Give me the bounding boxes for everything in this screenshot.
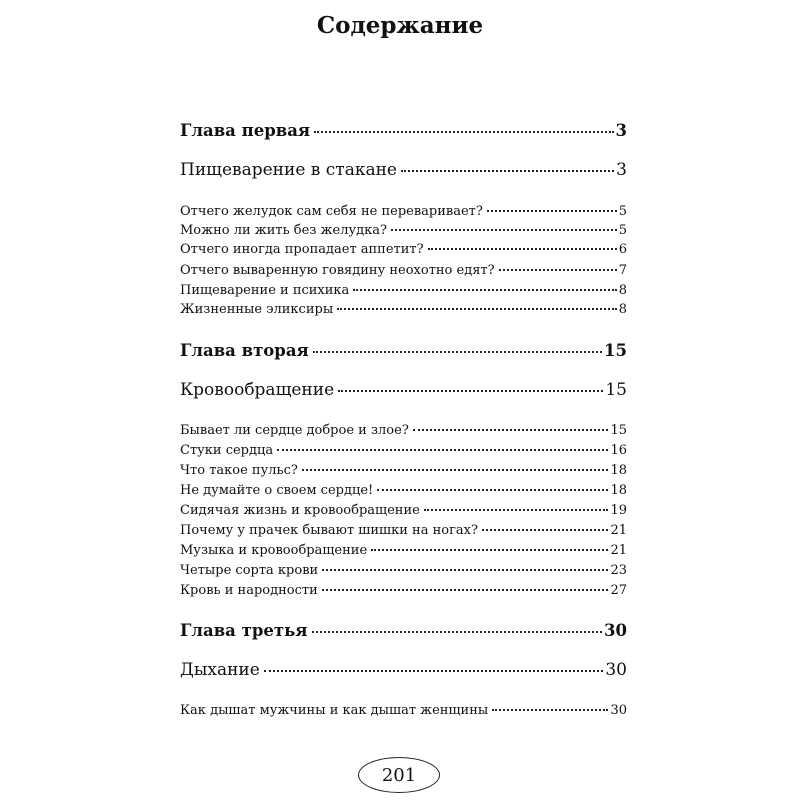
toc-entry-title: Жизненные эликсиры [180,302,334,317]
toc-item [180,703,627,718]
toc-item [180,523,627,538]
toc-entry-page: 18 [610,463,627,478]
toc-entry-page: 16 [610,443,627,458]
toc-entry-page: 5 [618,204,627,219]
toc-leader-dots [338,390,603,392]
toc-entry-title: Сидячая жизнь и кровообращение [180,503,420,518]
toc-section [180,660,627,680]
toc-entry-title: Пищеварение в стакане [180,160,397,180]
toc-section [180,160,627,180]
toc-item [180,242,627,257]
toc-leader-dots [401,170,614,172]
toc-entry-page: 23 [610,563,627,578]
toc-entry-page: 30 [605,660,627,680]
toc-leader-dots [371,549,608,551]
toc-leader-dots [413,429,609,431]
toc-leader-dots [482,529,609,531]
toc-entry-title: Отчего иногда пропадает аппетит? [180,242,424,257]
toc-entry-title: Пищеварение и психика [180,283,350,298]
toc-entry-page: 8 [618,283,627,298]
toc-item [180,283,627,298]
toc-entry-page: 8 [618,302,627,317]
toc-entry-page: 30 [604,621,627,640]
toc-entry-page: 27 [610,583,627,598]
toc-leader-dots [313,351,602,353]
toc-leader-dots [377,489,608,491]
toc-item [180,543,627,558]
toc-entry-title: Кровообращение [180,380,335,400]
toc-entry-page: 15 [604,341,627,360]
toc-leader-dots [264,670,604,672]
toc-entry-page: 30 [610,703,627,718]
toc-chapter-2 [180,341,627,360]
toc-leader-dots [337,308,617,310]
toc-item [180,483,627,498]
toc-leader-dots [428,248,617,250]
toc-leader-dots [314,131,613,133]
toc-entry-title: Глава первая [180,121,311,140]
toc-entry-title: Что такое пульс? [180,463,298,478]
toc-entry-title: Как дышат мужчины и как дышат женщины [180,703,489,718]
toc-entry-title: Можно ли жить без желудка? [180,223,387,238]
toc-item [180,563,627,578]
toc-entry-page: 18 [610,483,627,498]
page-title: Содержание [316,12,484,39]
toc-entry-page: 15 [605,380,627,400]
toc-entry-title: Музыка и кровообращение [180,543,368,558]
toc-chapter-3 [180,621,627,640]
toc-leader-dots [391,229,617,231]
toc-leader-dots [424,509,609,511]
toc-entry-title: Кровь и народности [180,583,318,598]
toc-entry-title: Не думайте о своем сердце! [180,483,374,498]
toc-item [180,423,627,438]
toc-entry-title: Дыхание [180,660,260,680]
toc-leader-dots [492,709,608,711]
toc-chapter-1 [180,121,627,140]
toc-entry-page: 21 [610,523,627,538]
toc-entry-page: 15 [610,423,627,438]
toc-leader-dots [499,269,617,271]
toc-item [180,204,627,219]
toc-entry-title: Глава вторая [180,341,309,360]
toc-entry-page: 6 [618,242,627,257]
page-number-text: 201 [381,764,417,786]
toc-leader-dots [322,589,609,591]
toc-entry-page: 3 [616,160,627,180]
toc-entry-page: 21 [610,543,627,558]
toc-item [180,503,627,518]
toc-entry-page: 5 [618,223,627,238]
toc-item [180,463,627,478]
toc-leader-dots [277,449,608,451]
toc-leader-dots [302,469,609,471]
toc-item [180,443,627,458]
toc-leader-dots [322,569,608,571]
toc-entry-page: 19 [610,503,627,518]
toc-item [180,302,627,317]
toc-entry-page: 7 [618,263,627,278]
toc-entry-title: Стуки сердца [180,443,274,458]
toc-leader-dots [487,210,617,212]
toc-entry-title: Отчего желудок сам себя не переваривает? [180,204,483,219]
toc-leader-dots [353,289,616,291]
toc-entry-title: Глава третья [180,621,308,640]
toc-entry-title: Отчего вываренную говядину неохотно едят? [180,263,495,278]
toc-entry-page: 3 [615,121,627,140]
toc-entry-title: Четыре сорта крови [180,563,319,578]
toc-item [180,583,627,598]
page-number [358,757,440,793]
toc-entry-title: Почему у прачек бывают шишки на ногах? [180,523,478,538]
toc-item [180,223,627,238]
toc-section [180,380,627,400]
toc-item [180,263,627,278]
toc-entry-title: Бывает ли сердце доброе и злое? [180,423,409,438]
toc-leader-dots [312,631,603,633]
